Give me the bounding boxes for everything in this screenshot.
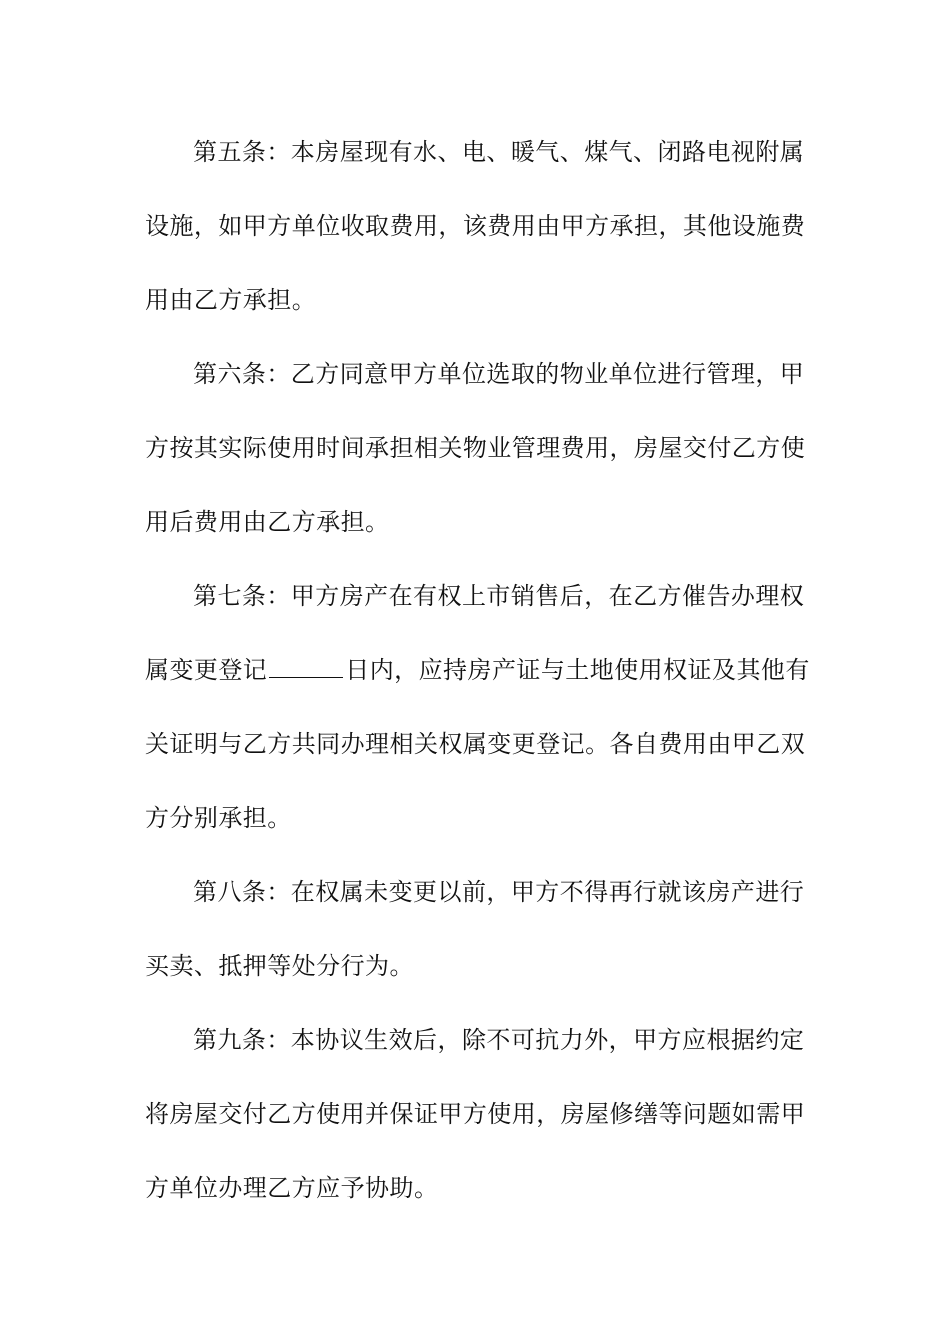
- fill-in-blank-days: [269, 657, 343, 678]
- article-7-line-3: 关证明与乙方共同办理相关权属变更登记。各自费用由甲乙双: [145, 730, 806, 758]
- article-8-line-2: 买卖、抵押等处分行为。: [145, 952, 414, 980]
- article-6-line-1: 第六条：乙方同意甲方单位选取的物业单位进行管理，甲: [193, 360, 805, 388]
- article-6-line-3: 用后费用由乙方承担。: [145, 508, 390, 536]
- article-6-line-2: 方按其实际使用时间承担相关物业管理费用，房屋交付乙方使: [145, 434, 806, 462]
- article-7-line-2-after-blank: 日内，应持房产证与土地使用权证及其他有: [345, 656, 810, 684]
- article-7-line-2: [0, 654, 950, 686]
- article-9-line-3: 方单位办理乙方应予协助。: [145, 1174, 439, 1202]
- article-8-line-1: 第八条：在权属未变更以前，甲方不得再行就该房产进行: [193, 878, 805, 906]
- article-7-line-4: 方分别承担。: [145, 804, 292, 832]
- article-5-line-3: 用由乙方承担。: [145, 286, 317, 314]
- article-5-line-2: 设施，如甲方单位收取费用，该费用由甲方承担，其他设施费: [145, 212, 806, 240]
- article-9-line-2: 将房屋交付乙方使用并保证甲方使用，房屋修缮等问题如需甲: [145, 1100, 806, 1128]
- article-5-line-1: 第五条：本房屋现有水、电、暖气、煤气、闭路电视附属: [193, 138, 805, 166]
- article-9-line-1: 第九条：本协议生效后，除不可抗力外，甲方应根据约定: [193, 1026, 805, 1054]
- article-7-line-1: 第七条：甲方房产在有权上市销售后，在乙方催告办理权: [193, 582, 805, 610]
- article-7-line-2-before-blank: 属变更登记: [145, 656, 268, 684]
